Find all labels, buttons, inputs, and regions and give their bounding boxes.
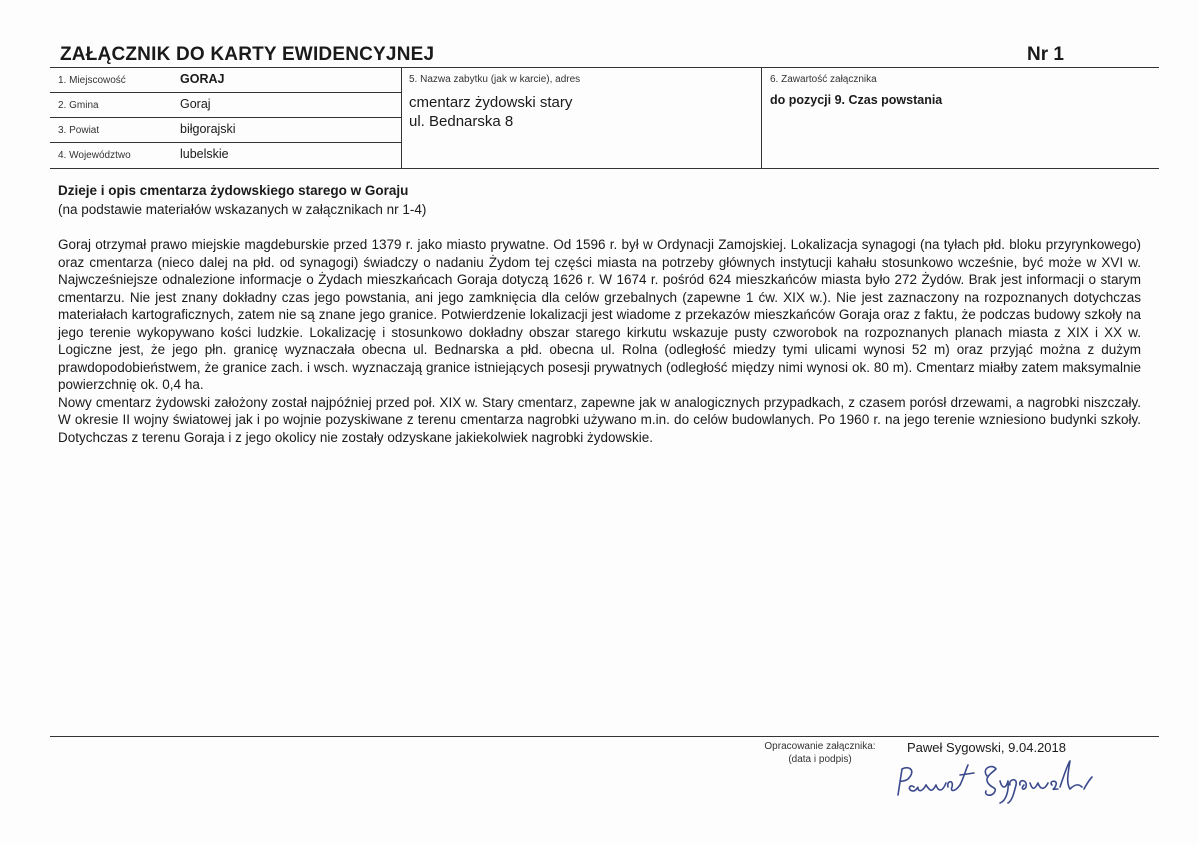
meta-value: GORAJ: [180, 72, 225, 86]
meta-key: 1. Miejscowość: [58, 75, 126, 86]
section-subtitle: (na podstawie materiałów wskazanych w załącznikach nr 1-4): [58, 202, 427, 217]
content-label: 6. Zawartość załącznika: [770, 74, 877, 85]
meta-value: Goraj: [180, 97, 211, 111]
bottom-rule: [50, 736, 1159, 737]
metadata-table: [50, 68, 1159, 169]
header-title: ZAŁĄCZNIK DO KARTY EWIDENCYJNEJ: [60, 44, 435, 65]
location-column: [50, 68, 402, 168]
content-column: [762, 68, 1159, 168]
handwritten-signature: [888, 755, 1103, 805]
body-text: [58, 236, 1141, 446]
monument-name: cmentarz żydowski stary: [409, 94, 573, 111]
meta-value: biłgorajski: [180, 122, 236, 136]
meta-row-commune: [50, 93, 401, 118]
footer-label: [750, 740, 890, 766]
meta-row-locality: [50, 68, 401, 93]
section-title: Dzieje i opis cmentarza żydowskiego starego w Goraju: [58, 183, 409, 198]
meta-key: 3. Powiat: [58, 125, 100, 136]
paragraph: Nowy cmentarz żydowski założony został najpóźniej przed poł. XIX w. Stary cmentarz, zapewne jak w analogicznych przypadkach, z czasem porósł drzewami, a nagrobki niszczały. W okresie II wojny światowej jak i po wojnie pozyskiwane z terenu cmentarza nagrobki używano m.in. do celów budowlanych. Po 1960 r. na jego terenie wzniesiono budynki szkoły. Dotychczas z terenu Goraja i z jego okolicy nie zostały odzyskane jakiekolwiek nagrobki żydowskie.: [58, 394, 1141, 445]
meta-row-voivodeship: [50, 143, 401, 167]
meta-row-county: [50, 118, 401, 143]
monument-label: 5. Nazwa zabytku (jak w karcie), adres: [409, 74, 581, 85]
monument-column: [401, 68, 762, 168]
meta-key: 2. Gmina: [58, 100, 99, 111]
footer-label-line: Opracowanie załącznika:: [764, 741, 876, 752]
meta-value: lubelskie: [180, 147, 229, 161]
paragraph: Goraj otrzymał prawo miejskie magdeburskie przed 1379 r. jako miasto prywatne. Od 1596 r. był w Ordynacji Zamojskiej. Lokalizacja synagogi (na tyłach płd. bloku przyrynkowego) oraz cmentarza (nieco dalej na płd. od synagogi) świadczy o nadaniu Żydom tej części miasta na potrzeby głównych instytucji kahału stosunkowo wcześnie, być może w XVI w. Najwcześniejsze odnalezione informacje o Żydach mieszkańcach Goraja dotyczą 1626 r. W 1674 r. pośród 624 mieszkańców miasta było 272 Żydów. Brak jest informacji o starym cmentarzu. Nie jest znany dokładny czas jego powstania, ani jego zamknięcia dla celów grzebalnych (zapewne 1 ćw. XIX w.). Nie jest zaznaczony na rozpoznanych dotychczas materiałach kartograficznych, zatem nie są znane jego granice. Potwierdzenie lokalizacji jest wiadome z przekazów mieszkańców Goraja oraz z faktu, że podczas budowy szkoły na jego terenie wykopywano kości ludzkie. Lokalizację i stosunkowo dokładny obszar starego kirkutu wskazuje pusty czworobok na rozpoznanych planach miasta z XIX i XX w. Logiczne jest, że jego płn. granicę wyznaczała obecna ul. Bednarska a płd. obecna ul. Rolna (odległość miedzy tymi ulicami wynosi 52 m) oraz przyjąć można z dużym prawdopodobieństwem, że granice zach. i wsch. wyznaczają granice istniejących posesji prywatnych (odległość między nimi wynosi ok. 80 m). Cmentarz miałby zatem maksymalnie powierzchnię ok. 0,4 ha.: [58, 237, 1141, 392]
footer-label-line: (data i podpis): [788, 754, 852, 765]
content-value: do pozycji 9. Czas powstania: [770, 93, 943, 107]
monument-address: ul. Bednarska 8: [409, 113, 514, 130]
footer-author: Paweł Sygowski, 9.04.2018: [907, 740, 1066, 755]
meta-key: 4. Województwo: [58, 150, 131, 161]
header-number: Nr 1: [1027, 44, 1064, 65]
